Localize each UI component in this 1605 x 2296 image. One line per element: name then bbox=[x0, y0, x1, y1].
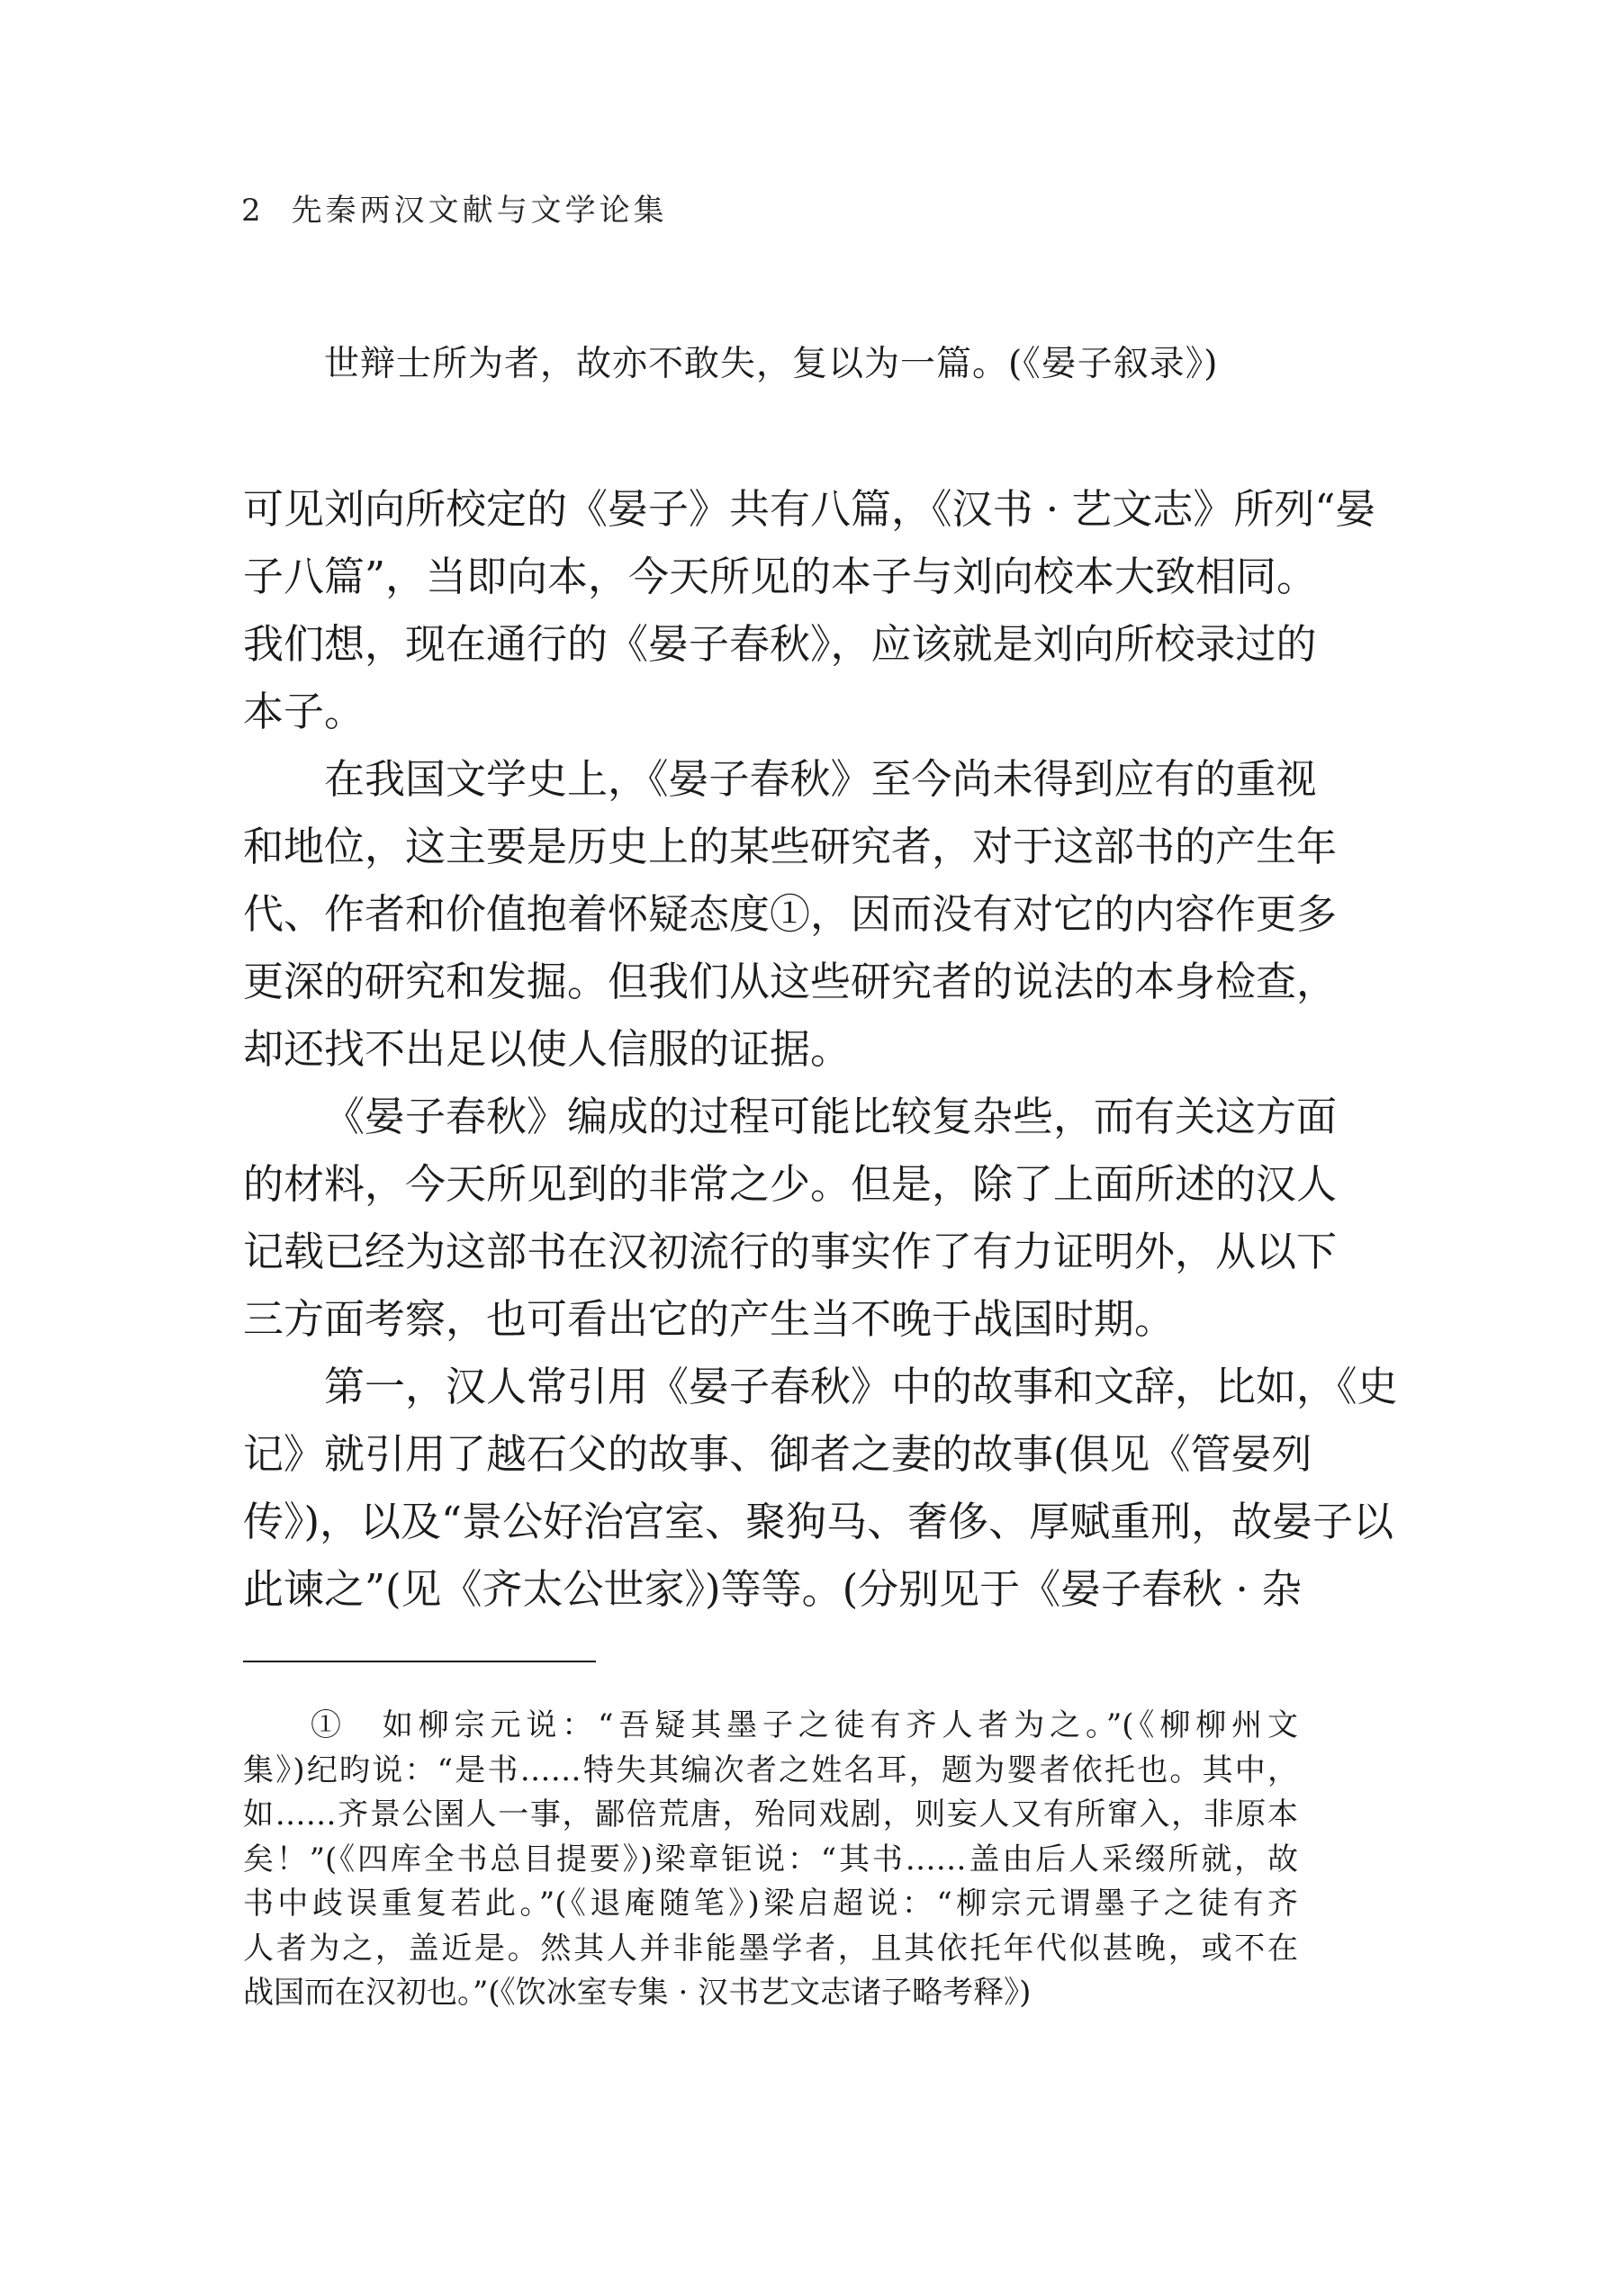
book-title: 先秦两汉文献与文学论集 bbox=[291, 193, 668, 229]
footnote-line: 书中歧误重复若此。”(《退庵随笔》)梁启超说：“柳宗元谓墨子之徒有齐 bbox=[243, 1886, 1298, 1922]
footnote-line: 集》)纪昀说：“是书……特失其编次者之姓名耳，题为婴者依托也。其中， bbox=[243, 1751, 1298, 1788]
body-line: 《晏子春秋》编成的过程可能比较复杂些，而有关这方面 bbox=[324, 1093, 1338, 1140]
footnote-line: 战国而在汉初也。”(《饮冰室专集 · 汉书艺文志诸子略考释》) bbox=[243, 1975, 1032, 2011]
body-line: 更深的研究和发掘。但我们从这些研究者的说法的本身检查， bbox=[243, 958, 1338, 1005]
footnote-line: ① 如柳宗元说：“吾疑其墨子之徒有齐人者为之。”(《柳柳州文 bbox=[311, 1707, 1298, 1743]
body-line: 子八篇”，当即向本，今天所见的本子与刘向校本大致相同。 bbox=[243, 553, 1318, 600]
body-line: 代、作者和价值抱着怀疑态度①，因而没有对它的内容作更多 bbox=[243, 890, 1338, 938]
body-line: 我们想，现在通行的《晏子春秋》，应该就是刘向所校录过的 bbox=[243, 620, 1317, 668]
running-header bbox=[241, 185, 668, 230]
body-line: 在我国文学史上，《晏子春秋》至今尚未得到应有的重视 bbox=[324, 755, 1317, 803]
body-line: 本子。 bbox=[243, 688, 365, 735]
body-line: 记载已经为这部书在汉初流行的事实作了有力证明外，从以下 bbox=[243, 1228, 1338, 1275]
footnote-divider bbox=[243, 1661, 596, 1662]
body-line: 和地位，这主要是历史上的某些研究者，对于这部书的产生年 bbox=[243, 823, 1338, 870]
page-number: 2 bbox=[241, 193, 265, 229]
footnote-line: 人者为之，盖近是。然其人并非能墨学者，且其依托年代似甚晚，或不在 bbox=[243, 1930, 1298, 1967]
body-line: 第一，汉人常引用《晏子春秋》中的故事和文辞，比如，《史 bbox=[324, 1363, 1398, 1410]
body-line: 此谏之”(见《齐太公世家》)等等。(分别见于《晏子春秋 · 杂 bbox=[243, 1565, 1303, 1613]
body-text bbox=[243, 475, 1398, 1623]
body-line: 记》就引用了越石父的故事、御者之妻的故事(俱见《管晏列 bbox=[243, 1430, 1312, 1478]
body-line: 却还找不出足以使人信服的证据。 bbox=[243, 1025, 852, 1073]
block-quote: 世辩士所为者，故亦不敢失，复以为一篇。(《晏子叙录》) bbox=[324, 344, 1219, 384]
body-line: 传》)，以及“景公好治宫室、聚狗马、奢侈、厚赋重刑，故晏子以 bbox=[243, 1498, 1394, 1545]
footnote bbox=[243, 1704, 1298, 2016]
body-line: 三方面考察，也可看出它的产生当不晚于战国时期。 bbox=[243, 1295, 1176, 1343]
body-line: 的材料，今天所见到的非常之少。但是，除了上面所述的汉人 bbox=[243, 1160, 1338, 1208]
body-line: 可见刘向所校定的《晏子》共有八篇，《汉书 · 艺文志》所列“晏 bbox=[243, 485, 1376, 533]
footnote-line: 矣！”(《四库全书总目提要》)梁章钜说：“其书……盖由后人采缀所就，故 bbox=[243, 1841, 1298, 1877]
footnote-line: 如……齐景公圉人一事，鄙倍荒唐，殆同戏剧，则妄人又有所窜入，非原本 bbox=[243, 1796, 1298, 1832]
